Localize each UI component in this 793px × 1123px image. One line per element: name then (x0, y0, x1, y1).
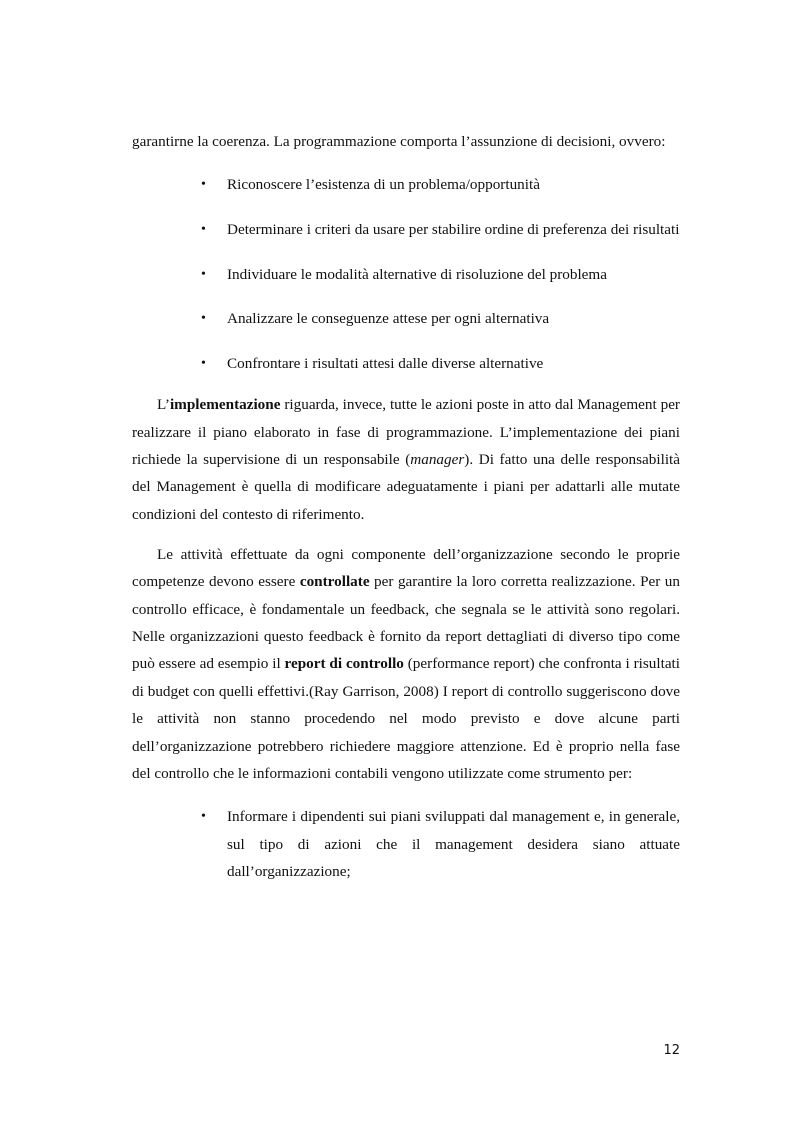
list-item: • Informare i dipendenti sui piani sviluppati dal management e, in generale, sul tipo di azioni che il management desidera siano attuate dall’organizzazione; (132, 803, 680, 885)
bullet-icon: • (201, 177, 206, 193)
control-paragraph: Le attività effettuate da ogni componente dell’organizzazione secondo le proprie competenze devono essere controllate per garantire la loro corretta realizzazione. Per un controllo efficace, è fondamentale un feedback, che segnala se le attività sono regolari. Nelle organizzazioni questo feedback è fornito da report dettagliati di diverso tipo come può essere ad esempio il report di controllo (performance report) che confronta i risultati di budget con quelli effettivi.(Ray Garrison, 2008) I report di controllo suggeriscono dove le attività non stanno procedendo nel modo previsto e dove alcune parti dell’organizzazione potrebbero richiedere maggiore attenzione. Ed è proprio nella fase del controllo che le informazioni contabili vengono utilizzate come strumento per: (132, 545, 680, 783)
bullet-icon: • (201, 809, 206, 825)
list-item: • Analizzare le conseguenze attese per ogni alternativa (132, 305, 680, 332)
intro-paragraph: garantirne la coerenza. La programmazione comporta l’assunzione di decisioni, ovvero: (132, 133, 666, 150)
bold-term: controllate (299, 573, 370, 591)
bold-term: implementazione (169, 396, 281, 414)
bullet-icon: • (201, 311, 206, 327)
list-item: • Individuare le modalità alternative di risoluzione del problema (132, 261, 680, 288)
list-item: • Determinare i criteri da usare per stabilire ordine di preferenza dei risultati (132, 216, 680, 243)
list-item: • Riconoscere l’esistenza di un problema/opportunità (132, 171, 680, 198)
bullet-icon: • (201, 222, 206, 237)
implementation-paragraph: L’implementazione riguarda, invece, tutte le azioni poste in atto dal Management per realizzare il piano elaborato in fase di programmazione. L’implementazione dei piani richiede la supervisione di un responsabile (manager). Di fatto una delle responsabilità del Management è quella di modificare adeguatamente i piani per adattarli alle mutate condizioni del contesto di riferimento. (132, 396, 681, 523)
bullet-icon: • (201, 355, 206, 371)
list-item: • Confrontare i risultati attesi dalle diverse alternative (132, 350, 680, 377)
decision-list (132, 171, 680, 377)
page-number: 12 (663, 1043, 680, 1058)
bullet-icon: • (201, 266, 206, 282)
bold-term: report di controllo (284, 655, 404, 673)
control-list (132, 803, 680, 885)
page-body (132, 128, 680, 903)
italic-term: manager (410, 451, 465, 468)
